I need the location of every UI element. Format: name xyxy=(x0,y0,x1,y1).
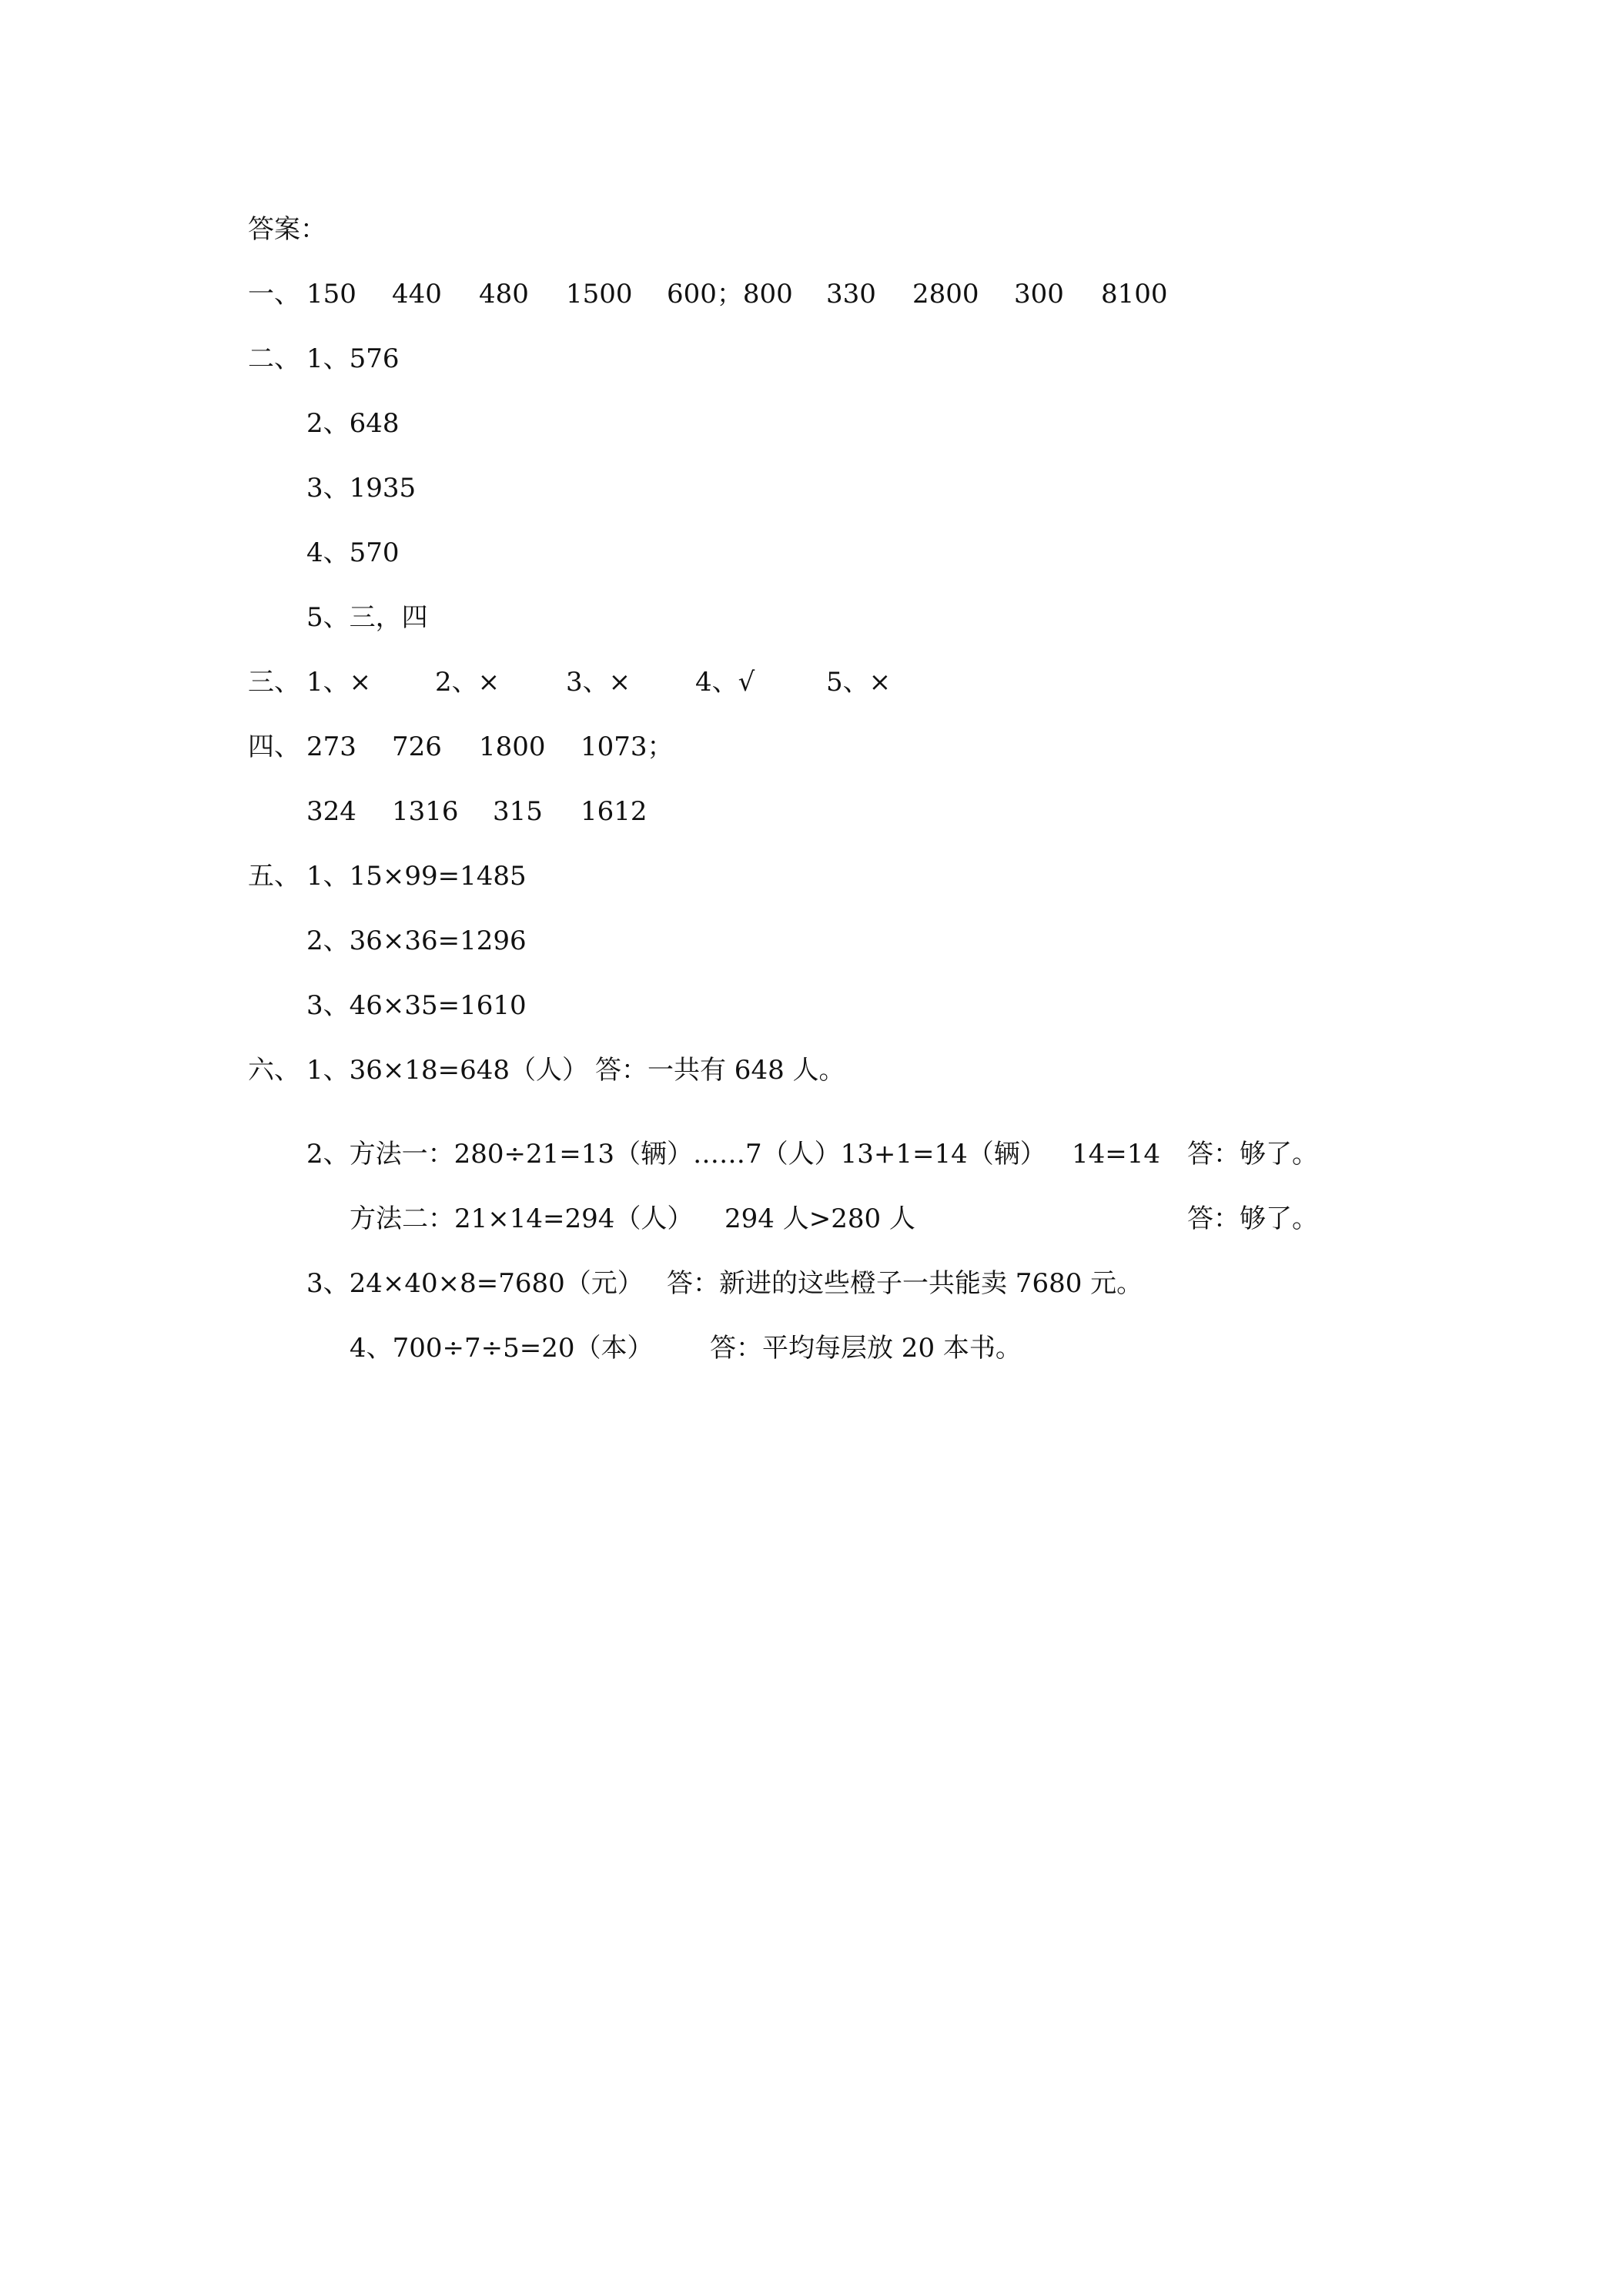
section-4-item: 315 xyxy=(493,796,543,827)
section-1-item: 8100 xyxy=(1101,279,1168,310)
section-4-item: 726 xyxy=(392,731,442,762)
section-4-item: 1316 xyxy=(392,796,459,827)
section-1-item: 1500 xyxy=(566,279,633,310)
section-6-q3-answer: 答：新进的这些橙子一共能卖 7680 元。 xyxy=(667,1268,1143,1299)
section-1-item: 480 xyxy=(479,279,529,310)
section-1-item: 150 xyxy=(306,279,356,310)
section-3-marker: 三、 xyxy=(248,667,300,698)
section-2-item: 2、648 xyxy=(306,408,400,439)
section-4-item: 1800 xyxy=(479,731,546,762)
section-1-item: 2800 xyxy=(912,279,979,310)
section-2-item: 1、576 xyxy=(306,343,400,374)
section-6-q1-formula: 1、36×18=648（人） xyxy=(306,1055,589,1086)
section-5-marker: 五、 xyxy=(248,861,300,892)
section-6-marker: 六、 xyxy=(248,1055,300,1086)
section-5-item: 3、46×35=1610 xyxy=(306,990,527,1021)
section-2-marker: 二、 xyxy=(248,343,300,374)
section-3-item: 5、× xyxy=(826,667,892,698)
section-1-item: 300 xyxy=(1014,279,1064,310)
section-6-q2-method1-answer: 答：够了。 xyxy=(1187,1139,1318,1170)
section-1-item: 330 xyxy=(826,279,876,310)
section-6-q3-formula: 3、24×40×8=7680（元） xyxy=(306,1268,644,1299)
section-6-q2-method2-compare: 294 人>280 人 xyxy=(724,1203,915,1234)
section-4-item: 1073； xyxy=(581,731,674,762)
section-4-item: 324 xyxy=(306,796,356,827)
section-5-item: 2、36×36=1296 xyxy=(306,925,527,956)
section-5-item: 1、15×99=1485 xyxy=(306,861,527,892)
section-3-item: 4、√ xyxy=(695,667,755,698)
page-title: 答案： xyxy=(248,214,326,245)
section-6-q2-method2-formula: 方法二：21×14=294（人） xyxy=(350,1203,694,1234)
section-3-item: 2、× xyxy=(435,667,500,698)
section-4-item: 1612 xyxy=(581,796,648,827)
section-1-item: 440 xyxy=(392,279,442,310)
section-6-q2-method1-formula: 2、方法一：280÷21=13（辆）……7（人）13+1=14（辆） xyxy=(306,1139,1046,1170)
section-6-q4-answer: 答：平均每层放 20 本书。 xyxy=(710,1333,1022,1364)
section-3-item: 3、× xyxy=(566,667,631,698)
section-4-item: 273 xyxy=(306,731,356,762)
section-2-item: 3、1935 xyxy=(306,473,417,504)
section-6-q2-method2-answer: 答：够了。 xyxy=(1187,1203,1318,1234)
section-6-q2-method1-compare: 14=14 xyxy=(1072,1139,1161,1170)
section-6-q1-answer: 答：一共有 648 人。 xyxy=(595,1055,845,1086)
section-6-q4 xyxy=(0,1333,1022,1456)
section-6-q4-formula: 4、700÷7÷5=20（本） xyxy=(350,1333,654,1364)
section-2-item: 5、三，四 xyxy=(306,602,428,633)
section-1-marker: 一、 xyxy=(248,279,300,310)
section-4-marker: 四、 xyxy=(248,731,300,762)
section-2-item: 4、570 xyxy=(306,537,400,568)
section-3-item: 1、× xyxy=(306,667,372,698)
section-1-item: 600；800 xyxy=(667,279,793,310)
